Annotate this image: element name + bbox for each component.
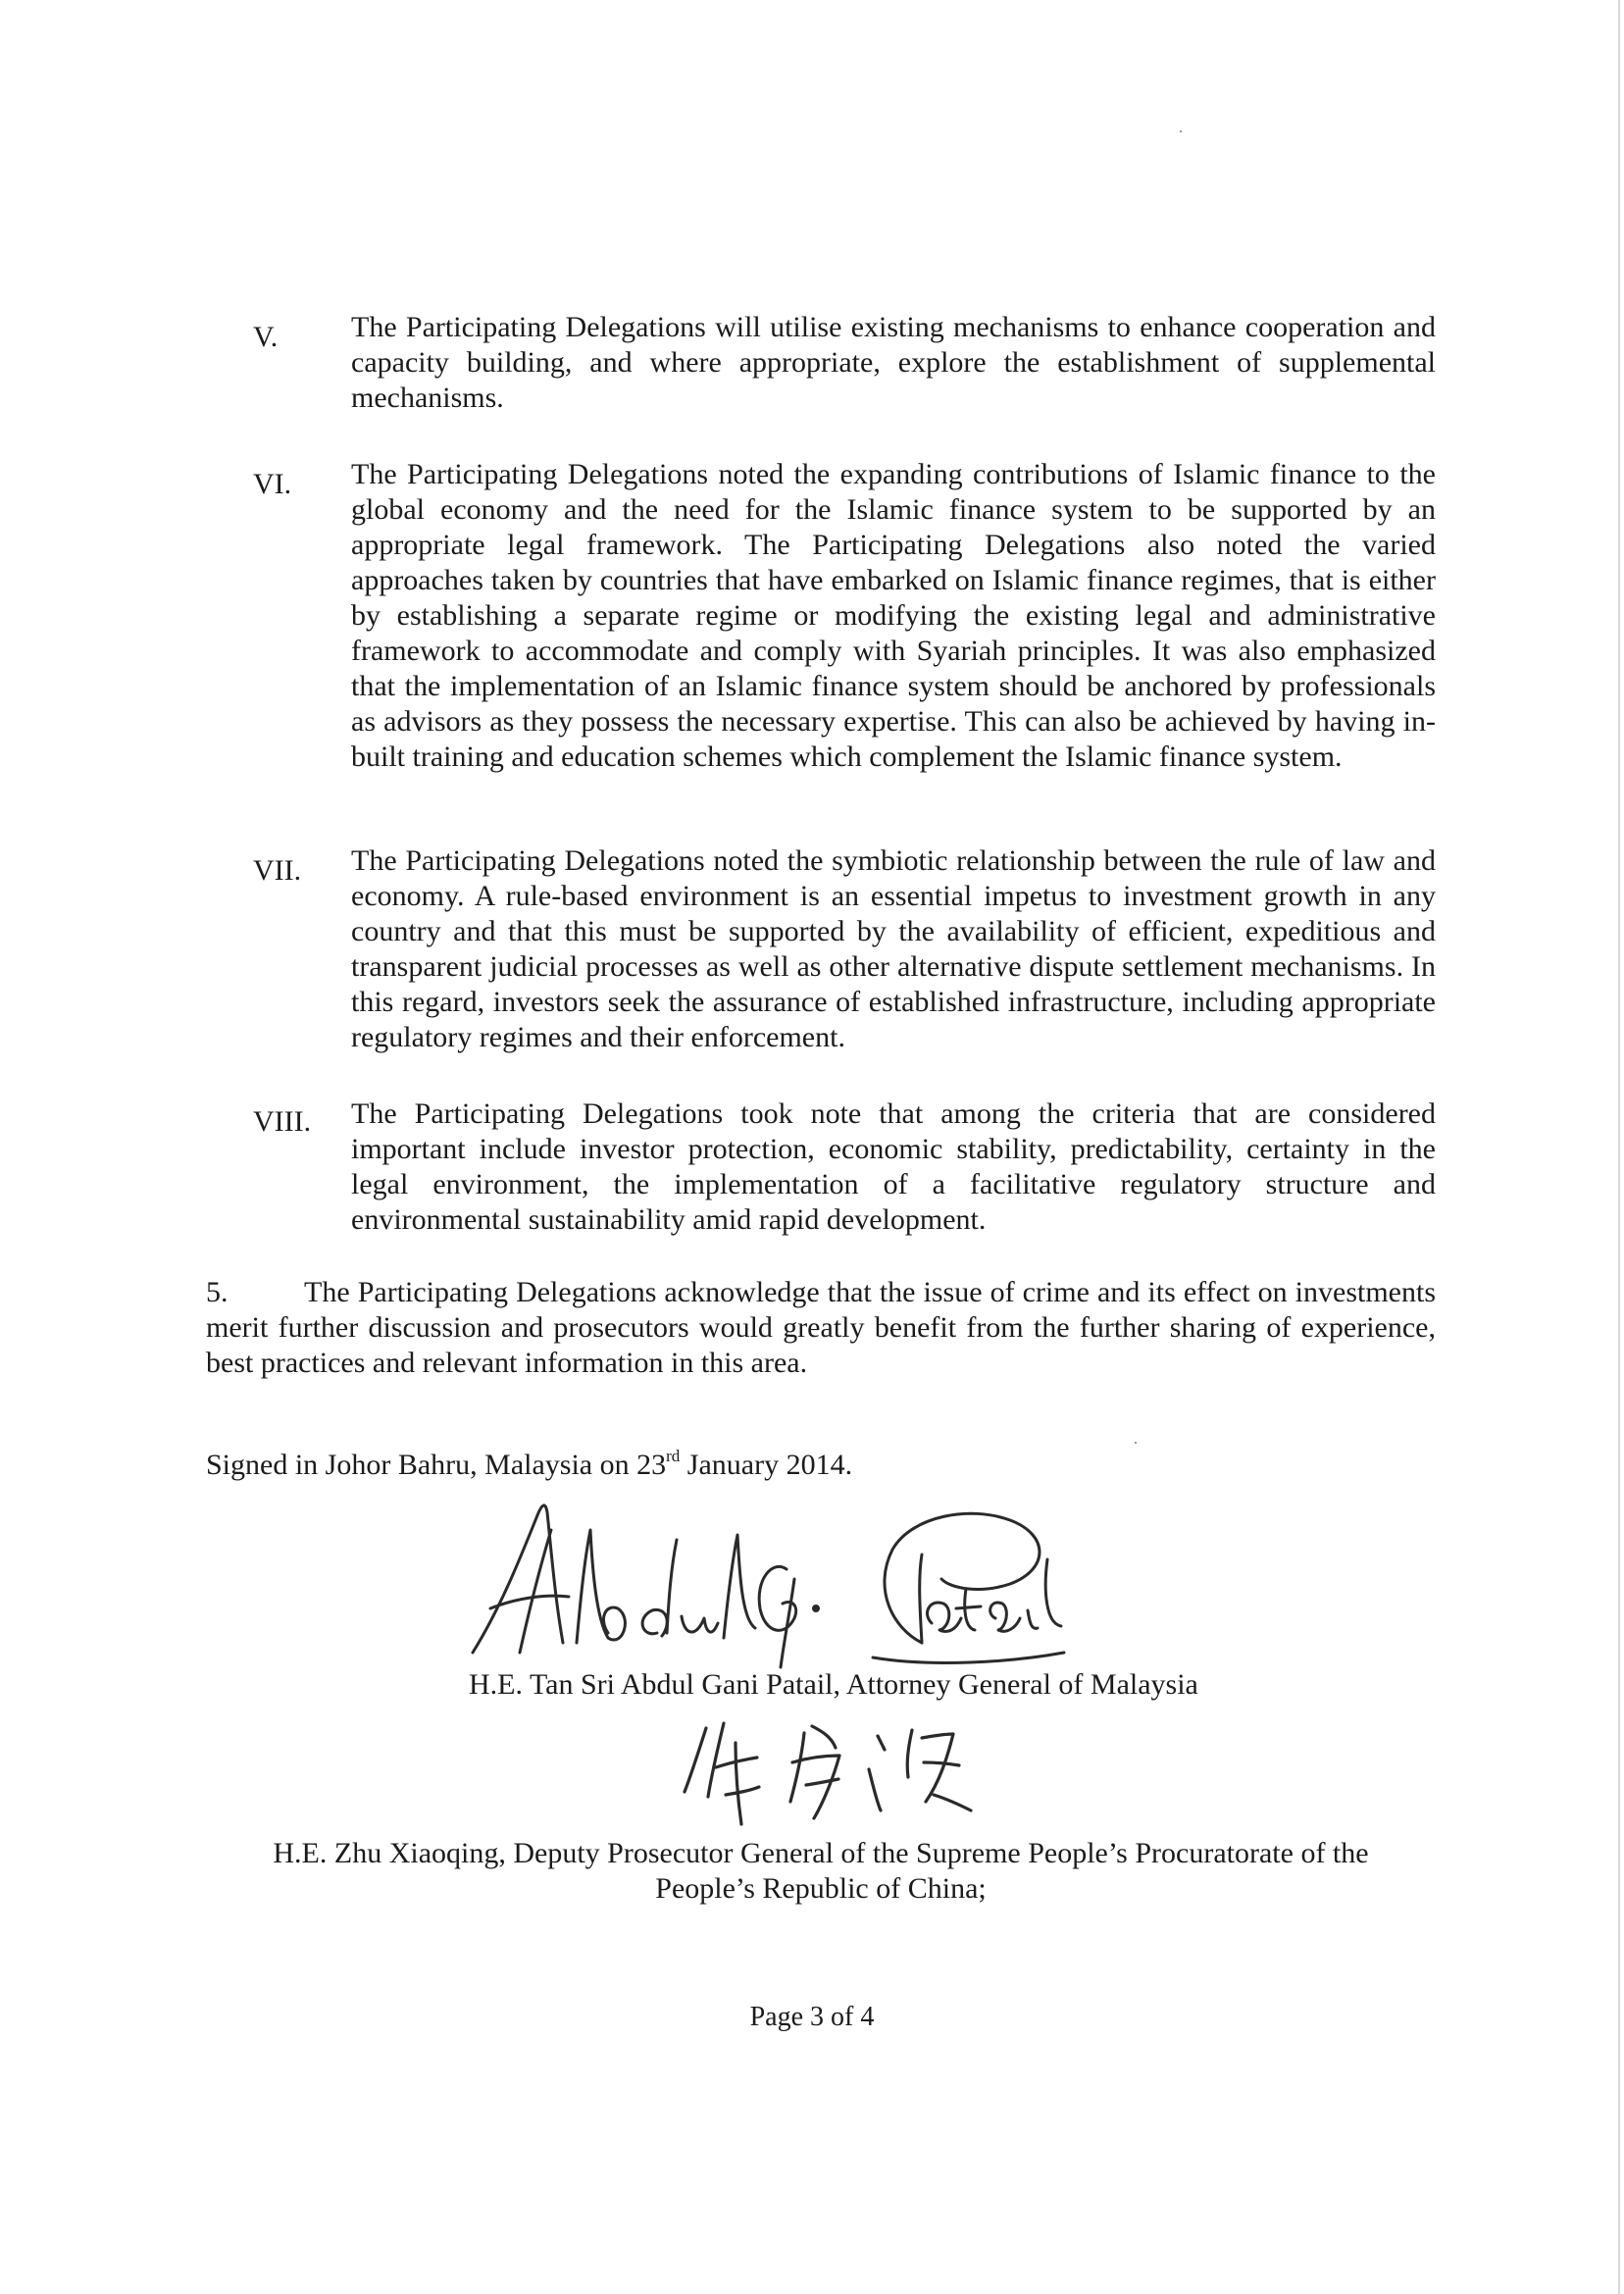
signatory-name-line-2: People’s Republic of China; [655,1872,987,1905]
page-number [0,2002,1624,2033]
scan-speck [1135,1442,1137,1444]
signatory-name-line-1: H.E. Zhu Xiaoqing, Deputy Prosecutor General of the Supreme People’s Procuratorate of the [273,1837,1369,1869]
date-ordinal-suffix: rd [666,1447,681,1465]
page-number-total: 4 [860,2002,875,2032]
scan-speck [1180,130,1182,132]
paragraph-number: 5. [206,1276,228,1308]
page-number-current: 3 [810,2002,825,2032]
item-numeral: VIII. [253,1105,312,1138]
signature-abdul-gani-patail [461,1461,1069,1687]
item-text: The Participating Delegations noted the symbiotic relationship between the rule of law and economy. A rule-based environment is an essential impetus to investment growth in any country and that this must be supported by the availability of efficient, expeditious and transparent judicial processes as well as other alternative dispute settlement mechanisms. In this regard, investors seek the assurance of established infrastructure, including appropriate regulatory regimes and their enforcement. [351,844,1436,1053]
paragraph-5 [206,1275,1436,1381]
scan-edge-line [1618,0,1620,2294]
item-text: The Participating Delegations will utilise existing mechanisms to enhance cooperation and capacity building, and where appropriate, explore the establishment of supplemental mechanisms. [351,311,1436,414]
item-numeral: V. [253,321,279,353]
item-numeral: VII. [253,854,302,887]
item-text: The Participating Delegations took note that among the criteria that are considered important include investor protection, economic stability, predictability, certainty in the legal environment, the implementation of a facilitative regulatory structure and environmental sustainability amid rapid development. [351,1097,1436,1236]
signature-zhu-xiaoqing [677,1708,990,1836]
signatory-name-malaysia: H.E. Tan Sri Abdul Gani Patail, Attorney General of Malaysia [469,1668,1198,1701]
item-text: The Participating Delegations noted the expanding contributions of Islamic finance to the global economy and the need for the Islamic finance system to be supported by an appropriate legal framework. The Participating Delegations also noted the varied approaches taken by countries that have embarked on Islamic finance regimes, that is either by establishing a separate regime or modifying the existing legal and administrative framework to accommodate and comply with Syariah principles. It was also emphasized that the implementation of an Islamic finance system should be anchored by professionals as advisors as they possess the necessary expertise. This can also be achieved by having in-built training and education schemes which complement the Islamic finance system. [351,458,1436,773]
page-number-prefix: Page [749,2002,811,2032]
paragraph-text: The Participating Delegations acknowledge that the issue of crime and its effect on investments merit further discussion and prosecutors would greatly benefit from the further sharing of experience, best practices and relevant information in this area. [206,1276,1436,1379]
signatory-name-china [206,1836,1436,1907]
item-numeral: VI. [253,468,292,500]
page-number-mid: of [824,2002,861,2032]
signing-statement-start: Signed in Johor Bahru, Malaysia on 23 [206,1449,667,1481]
signing-statement-end: January 2014. [680,1449,853,1481]
